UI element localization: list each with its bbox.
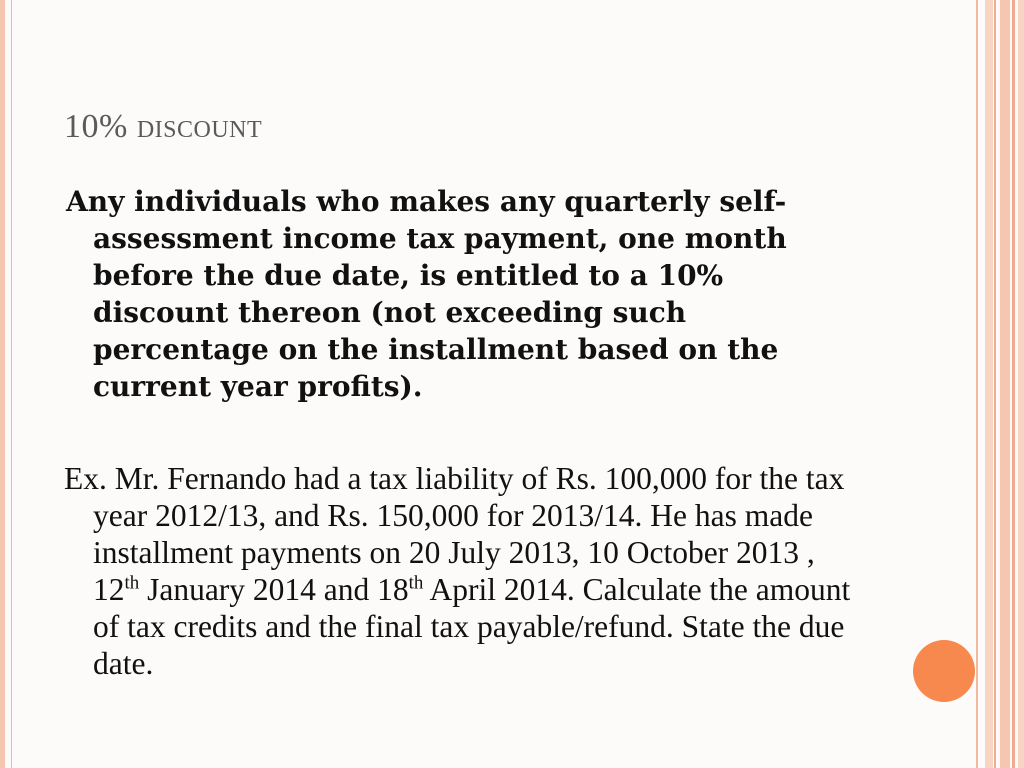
example-paragraph: [64, 460, 864, 682]
orange-circle-decoration: [913, 640, 975, 702]
paragraph-spacer: [64, 405, 864, 460]
example-text-part-1: Ex. Mr. Fernando had a tax liability of Rs. 100,000 for the tax year 2012/13, and Rs. 150,000 for 2013/14. He has made installment payments on 20 July 2013, 10 October 2013 , 12: [64, 461, 845, 607]
right-stripe: [1012, 0, 1015, 768]
ordinal-suffix: th: [408, 572, 424, 594]
discount-rule-paragraph: Any individuals who makes any quarterly self-assessment income tax payment, one month before the due date, is entitled to a 10% discount thereon (not exceeding such percentage on the installment based on the current year profits).: [66, 185, 787, 403]
right-stripe: [994, 0, 996, 768]
example-text-part-2: January 2014 and 18: [139, 572, 409, 607]
right-stripe: [1018, 0, 1024, 768]
right-decorative-stripes: [976, 0, 1024, 768]
slide-title: 10% discount: [64, 108, 263, 145]
example-text-part-3: April 2014. Calculate the amount of tax credits and the final tax payable/refund. State the due date.: [93, 572, 851, 681]
left-decorative-line: [11, 0, 12, 768]
ordinal-suffix: th: [124, 572, 140, 594]
slide-body: [64, 183, 864, 682]
right-stripe: [976, 0, 978, 768]
right-stripe: [985, 0, 993, 768]
right-stripe: [1000, 0, 1010, 768]
left-decorative-stripe: [0, 0, 5, 768]
